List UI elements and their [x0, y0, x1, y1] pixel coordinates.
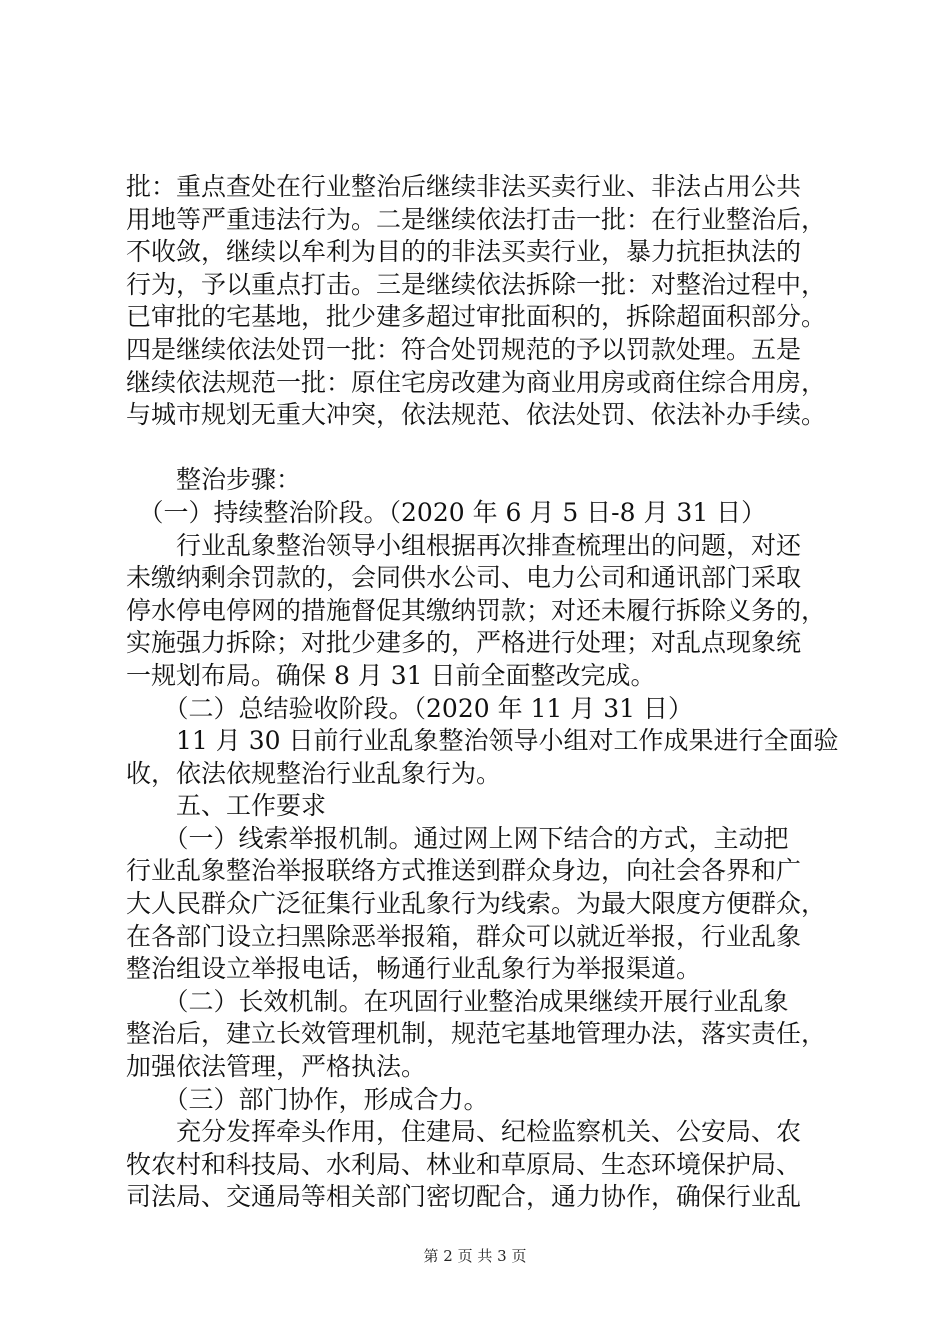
subsection-heading: （三）部门协作，形成合力。	[126, 1084, 489, 1114]
text-line: 继续依法规范一批：原住宅房改建为商业用房或商住综合用房，	[126, 367, 827, 397]
text-line: 司法局、交通局等相关部门密切配合，通力协作，确保行业乱	[126, 1182, 802, 1212]
text-line: 停水停电停网的措施督促其缴纳罚款；对还未履行拆除义务的，	[126, 595, 827, 625]
blank-line	[126, 432, 836, 465]
text-line: （一）线索举报机制。通过网上网下结合的方式，主动把	[126, 823, 789, 853]
document-body	[126, 171, 839, 1214]
text-line: 行业乱象整治举报联络方式推送到群众身边，向社会各界和广	[126, 856, 802, 886]
text-line: 行业乱象整治领导小组根据再次排查梳理出的问题，对还	[126, 530, 802, 560]
text-line: 加强依法管理，严格执法。	[126, 1052, 427, 1082]
text-line: 大人民群众广泛征集行业乱象行为线索。为最大限度方便群众，	[126, 889, 827, 919]
text-line: 已审批的宅基地，批少建多超过审批面积的，拆除超面积部分。	[126, 302, 827, 332]
paragraph-1	[126, 171, 836, 432]
text-line: 11 月 30 日前行业乱象整治领导小组对工作成果进行全面验	[126, 726, 839, 756]
subsection-heading: （一）持续整治阶段。（2020 年 6 月 5 日-8 月 31 日）	[126, 497, 767, 527]
text-line: 与城市规划无重大冲突，依法规范、依法处罚、依法补办手续。	[126, 400, 827, 430]
text-line: 实施强力拆除；对批少建多的，严格进行处理；对乱点现象统	[126, 628, 802, 658]
text-line: 未缴纳剩余罚款的，会同供水公司、电力公司和通讯部门采取	[126, 563, 802, 593]
text-line: 整治组设立举报电话，畅通行业乱象行为举报渠道。	[126, 954, 702, 984]
text-line: 行为，予以重点打击。三是继续依法拆除一批：对整治过程中，	[126, 269, 827, 299]
text-line: 充分发挥牵头作用，住建局、纪检监察机关、公安局、农	[126, 1117, 802, 1147]
text-line: 牧农村和科技局、水利局、林业和草原局、生态环境保护局、	[126, 1149, 802, 1179]
text-line: 用地等严重违法行为。二是继续依法打击一批：在行业整治后，	[126, 204, 827, 234]
text-line: 批：重点查处在行业整治后继续非法买卖行业、非法占用公共	[126, 172, 802, 201]
text-line: 在各部门设立扫黑除恶举报箱，群众可以就近举报，行业乱象	[126, 921, 802, 951]
section-heading: 整治步骤：	[126, 465, 302, 495]
text-line: （二）长效机制。在巩固行业整治成果继续开展行业乱象	[126, 986, 789, 1016]
text-line: 四是继续依法处罚一批：符合处罚规范的予以罚款处理。五是	[126, 334, 802, 364]
paragraph-2	[126, 464, 839, 1214]
text-line: 收，依法依规整治行业乱象行为。	[126, 758, 502, 788]
text-line: 不收敛，继续以牟利为目的的非法买卖行业，暴力抗拒执法的	[126, 237, 802, 267]
page-footer: 第 2 页 共 3 页	[423, 1247, 527, 1265]
text-line: 整治后，建立长效管理机制，规范宅基地管理办法，落实责任，	[126, 1019, 827, 1049]
text-line: 一规划布局。确保 8 月 31 日前全面整改完成。	[126, 660, 656, 690]
subsection-heading: （二）总结验收阶段。（2020 年 11 月 31 日）	[126, 693, 693, 723]
section-heading: 五、工作要求	[126, 791, 327, 821]
